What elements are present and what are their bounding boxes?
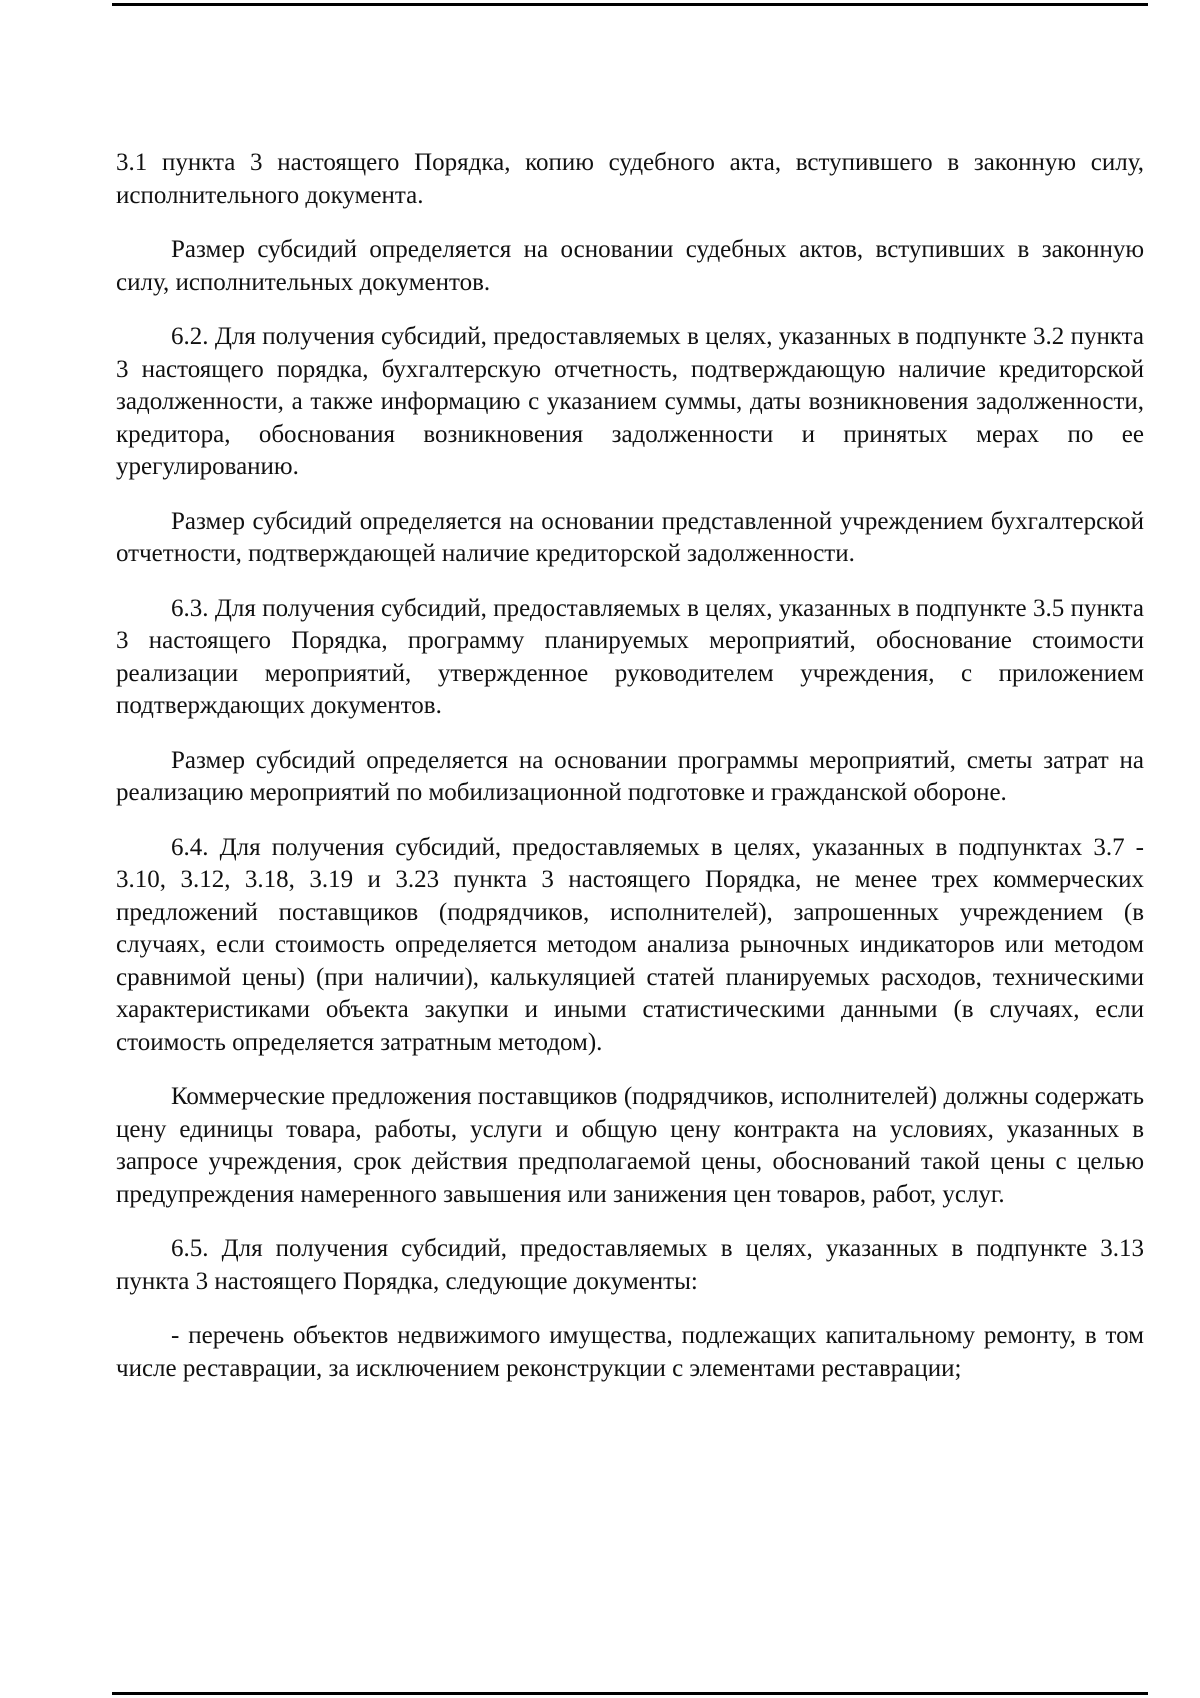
paragraph: Размер субсидий определяется на основании программы мероприятий, сметы затрат на реализацию мероприятий по мобилизационной подготовке и гражданской обороне. xyxy=(116,746,1144,806)
paragraph: 6.4. Для получения субсидий, предоставляемых в целях, указанных в подпунктах 3.7 - 3.10, 3.12, 3.18, 3.19 и 3.23 пункта 3 настоящего Порядка, не менее трех коммерческих предложений поставщиков (подрядчиков, исполнителей), запрошенных учреждением (в случаях, если стоимость определяется методом анализа рыночных индикаторов или методом сравнимой цены) (при наличии), калькуляцией статей планируемых расходов, техническими характеристиками объекта закупки и иными статистическими данными (в случаях, если стоимость определяется затратным методом). xyxy=(116,833,1144,1056)
paragraph: 3.1 пункта 3 настоящего Порядка, копию судебного акта, вступившего в законную силу, исполнительного документа. xyxy=(116,149,1144,209)
paragraph: 6.2. Для получения субсидий, предоставляемых в целях, указанных в подпункте 3.2 пункта 3 настоящего порядка, бухгалтерскую отчетность, подтверждающую наличие кредиторской задолженности, а также информацию с указанием суммы, даты возникновения задолженности, кредитора, обоснования возникновения задолженности и принятых мерах по ее урегулированию. xyxy=(116,323,1144,480)
document-body xyxy=(116,147,1144,1407)
paragraph: Коммерческие предложения поставщиков (подрядчиков, исполнителей) должны содержать цену единицы товара, работы, услуги и общую цену контракта на условиях, указанных в запросе учреждения, срок действия предполагаемой цены, обоснований такой цены с целью предупреждения намеренного завышения или занижения цен товаров, работ, услуг. xyxy=(116,1083,1144,1208)
footer-rule xyxy=(112,1692,1148,1695)
header-rule xyxy=(112,3,1148,6)
paragraph: Размер субсидий определяется на основании судебных актов, вступивших в законную силу, исполнительных документов. xyxy=(116,236,1144,296)
paragraph: 6.5. Для получения субсидий, предоставляемых в целях, указанных в подпункте 3.13 пункта 3 настоящего Порядка, следующие документы: xyxy=(116,1235,1144,1295)
paragraph: - перечень объектов недвижимого имущества, подлежащих капитальному ремонту, в том числе реставрации, за исключением реконструкции с элементами реставрации; xyxy=(116,1322,1144,1382)
paragraph: 6.3. Для получения субсидий, предоставляемых в целях, указанных в подпункте 3.5 пункта 3 настоящего Порядка, программу планируемых мероприятий, обоснование стоимости реализации мероприятий, утвержденное руководителем учреждения, с приложением подтверждающих документов. xyxy=(116,594,1144,719)
paragraph: Размер субсидий определяется на основании представленной учреждением бухгалтерской отчетности, подтверждающей наличие кредиторской задолженности. xyxy=(116,507,1144,567)
